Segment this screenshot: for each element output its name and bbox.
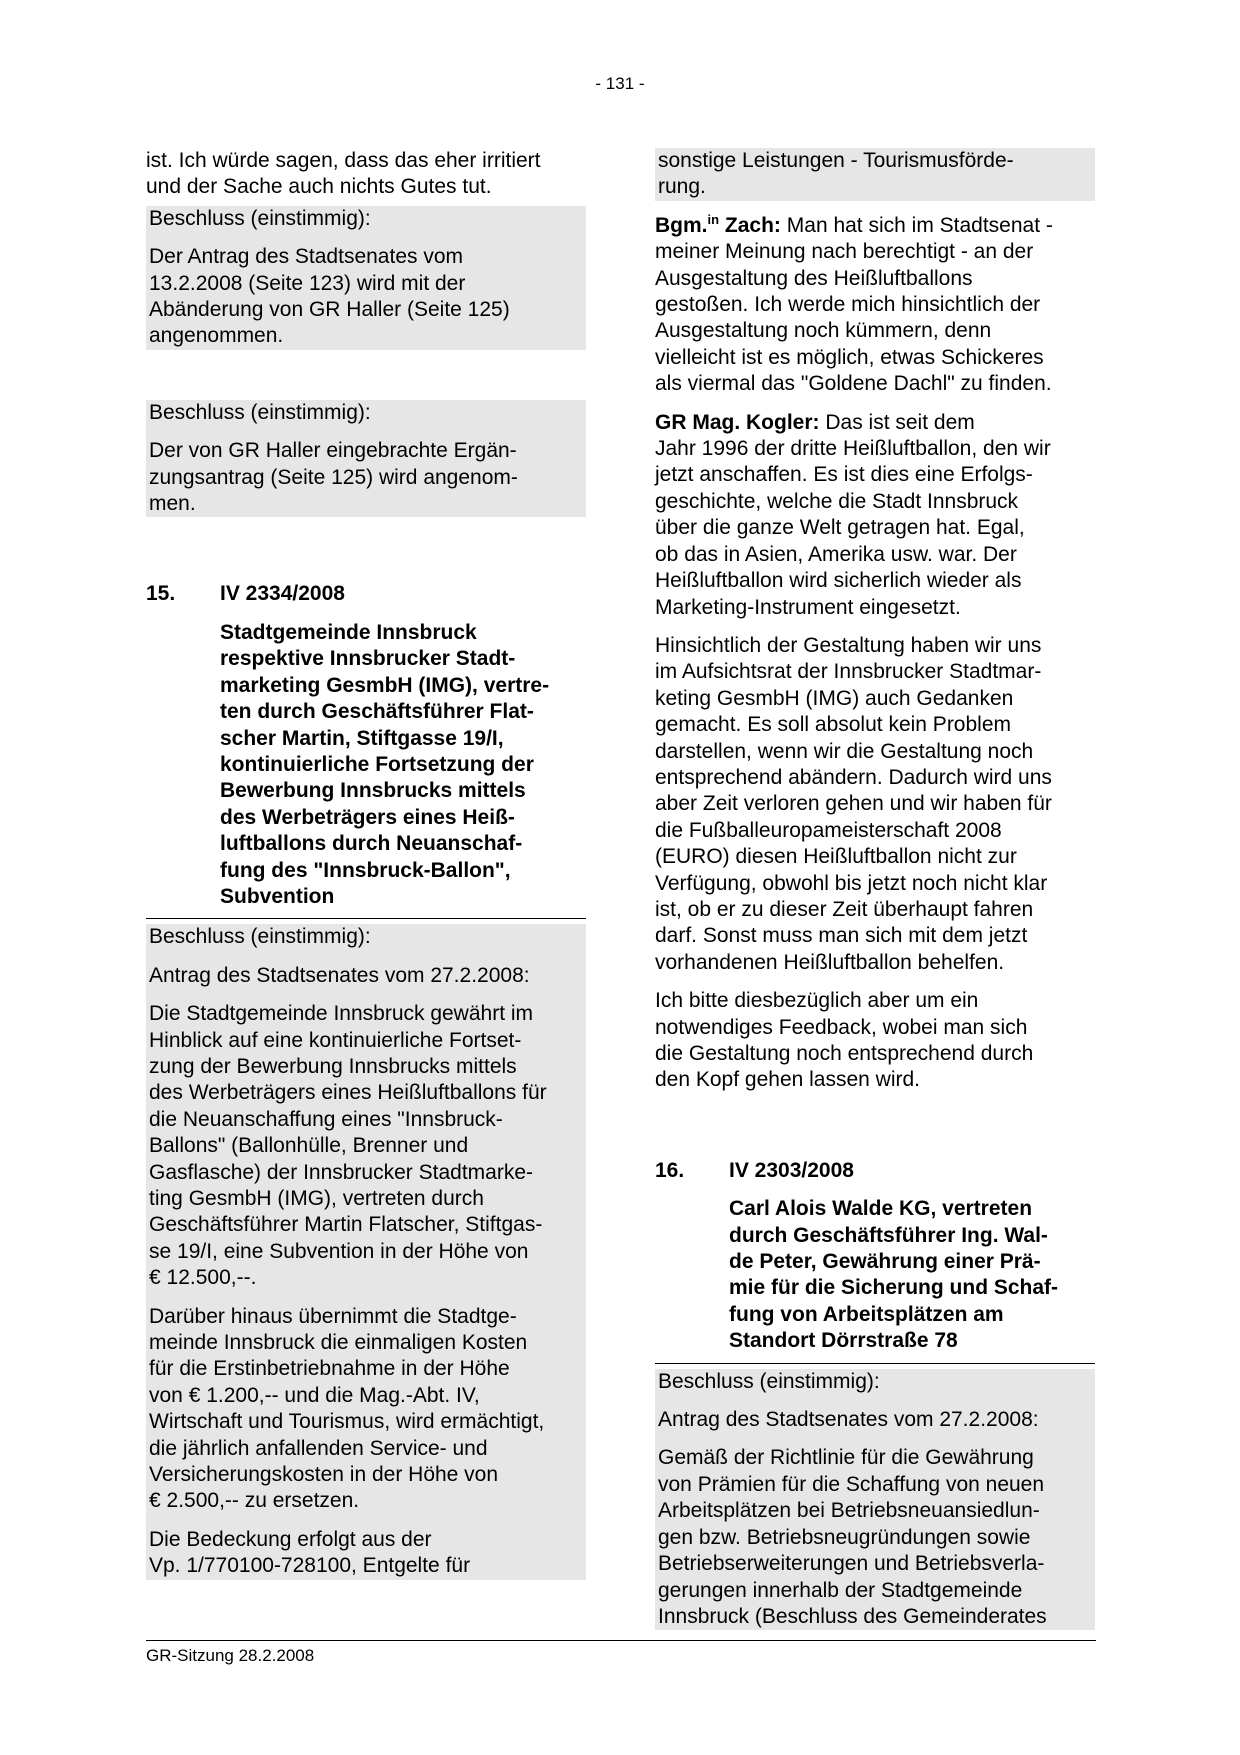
speaker-name: Bgm.$^{in}$ Zach: — [655, 211, 781, 237]
statement-kogler: GR Mag. Kogler: Das ist seit dem Jahr 1996 der dritte Heißluftballon, den wir jetzt anschaffen. Es ist dies eine Erfolgs- geschichte, welche die Stadt Innsbruck über die ganze Welt getragen hat. Egal, ob das in Asien, Amerika usw. war. Der Heißluftballon wird sicherlich wieder als Marketing-Instrument eingesetzt. — [655, 410, 1051, 619]
resolution-block-2 — [146, 400, 586, 518]
agenda-item-reference: IV 2303/2008 — [729, 1158, 854, 1182]
agenda-item-number: 16. — [655, 1158, 685, 1182]
agenda-item-reference: IV 2334/2008 — [220, 582, 345, 606]
right-column — [655, 148, 1095, 1630]
statement-paragraph-3: Ich bitte diesbezüglich aber um ein notwendiges Feedback, wobei man sich die Gestaltung noch entsprechend durch den Kopf gehen lassen wird. — [655, 989, 1034, 1092]
resolution-paragraph-1: Gemäß der Richtlinie für die Gewährung von Prämien für die Schaffung von neuen Arbeitsplätzen bei Betriebsneuansiedlun- gen bzw. Betriebsneugründungen sowie Betriebserweiterungen und Betriebsverla- gerungen innerhalb der Stadtgemeinde Innsbruck (Beschluss des Gemeinderates — [658, 1446, 1047, 1628]
left-column — [146, 148, 586, 1580]
continued-text: sonstige Leistungen - Tourismusförde- rung. — [658, 149, 1014, 199]
footer-session-label: GR-Sitzung 28.2.2008 — [146, 1646, 315, 1665]
agenda-item-15-title: Stadtgemeinde Innsbruck respektive Innsbrucker Stadt- marketing GesmbH (IMG), vertre- ten durch Geschäftsführer Flat- scher Martin, Stiftgasse 19/I, kontinuierliche Fortsetzung der Bewerbung Innsbrucks mittels des Werbeträgers eines Heiß- luftballons durch Neuanschaf- fung des "Innsbruck-Ballon", Subvention — [220, 620, 550, 908]
agenda-item-16-heading — [655, 1158, 1095, 1184]
resolution-paragraph-3: Die Bedeckung erfolgt aus der Vp. 1/770100-728100, Entgelte für — [149, 1527, 471, 1578]
resolution-block-1 — [146, 206, 586, 350]
resolution-block-3 — [146, 924, 586, 1579]
statement-zach: Bgm.$^{in}$ Zach: Man hat sich im Stadtsenat - meiner Meinung nach berechtigt - an der Ausgestaltung des Heißluftballons gestoßen. Ich werde mich hinsichtlich der Ausgestaltung noch kümmern, denn vielleicht ist es möglich, etwas Schickeres als viermal das "Goldene Dachl" zu finden. — [655, 211, 1053, 396]
page-number: - 131 - — [595, 74, 645, 93]
resolution-text: Der Antrag des Stadtsenates vom 13.2.2008 (Seite 123) wird mit der Abänderung von GR Haller (Seite 125) angenommen. — [149, 245, 510, 348]
speaker-name: GR Mag. Kogler: — [655, 410, 820, 434]
page-footer — [146, 1640, 1096, 1666]
resolution-label: Beschluss (einstimmig): — [149, 206, 371, 230]
resolution-label: Beschluss (einstimmig): — [658, 1369, 880, 1393]
motion-date: Antrag des Stadtsenates vom 27.2.2008: — [149, 963, 530, 987]
agenda-item-15-heading — [146, 581, 586, 607]
continued-resolution-block — [655, 148, 1095, 201]
agenda-item-16-title: Carl Alois Walde KG, vertreten durch Geschäftsführer Ing. Wal- de Peter, Gewährung einer Prä- mie für die Sicherung und Schaf- fung von Arbeitsplätzen am Standort Dörrstraße 78 — [729, 1197, 1059, 1353]
agenda-item-number: 15. — [146, 582, 176, 606]
resolution-paragraph-2: Darüber hinaus übernimmt die Stadtge- meinde Innsbruck die einmaligen Kosten für die Erstinbetriebnahme in der Höhe von € 1.200,-- und die Mag.-Abt. IV, Wirtschaft und Tourismus, wird ermächtigt, die jährlich anfallenden Service- und Versicherungskosten in der Höhe von € 2.500,-- zu ersetzen. — [149, 1304, 545, 1513]
statement-paragraph-2: Hinsichtlich der Gestaltung haben wir uns im Aufsichtsrat der Innsbrucker Stadtmar- keting GesmbH (IMG) auch Gedanken gemacht. Es soll absolut kein Problem darstellen, wenn wir die Gestaltung noch entsprechend abändern. Dadurch wird uns aber Zeit verloren gehen und wir haben für die Fußballeuropameisterschaft 2008 (EURO) diesen Heißluftballon nicht zur Verfügung, obwohl bis jetzt noch nicht klar ist, ob er zu dieser Zeit überhaupt fahren darf. Sonst muss man sich mit dem jetzt vorhandenen Heißluftballon behelfen. — [655, 633, 1052, 974]
resolution-paragraph-1: Die Stadtgemeinde Innsbruck gewährt im Hinblick auf eine kontinuierliche Fortset- zung der Bewerbung Innsbrucks mittels des Werbeträgers eines Heißluftballons für die Neuanschaffung eines "Innsbruck- Ballons" (Ballonhülle, Brenner und Gasflasche) der Innsbrucker Stadtmarke- ting GesmbH (IMG), vertreten durch Geschäftsführer Martin Flatscher, Stiftgas- se 19/I, eine Subvention in der Höhe von € 12.500,--. — [149, 1002, 547, 1290]
resolution-block-4 — [655, 1369, 1095, 1631]
resolution-text: Der von GR Haller eingebrachte Ergän- zungsantrag (Seite 125) wird angenom- men. — [149, 439, 518, 516]
resolution-label: Beschluss (einstimmig): — [149, 925, 371, 949]
left-paragraph-1: ist. Ich würde sagen, dass das eher irritiert und der Sache auch nichts Gutes tut. — [146, 149, 541, 199]
resolution-label: Beschluss (einstimmig): — [149, 400, 371, 424]
motion-date: Antrag des Stadtsenates vom 27.2.2008: — [658, 1408, 1039, 1432]
